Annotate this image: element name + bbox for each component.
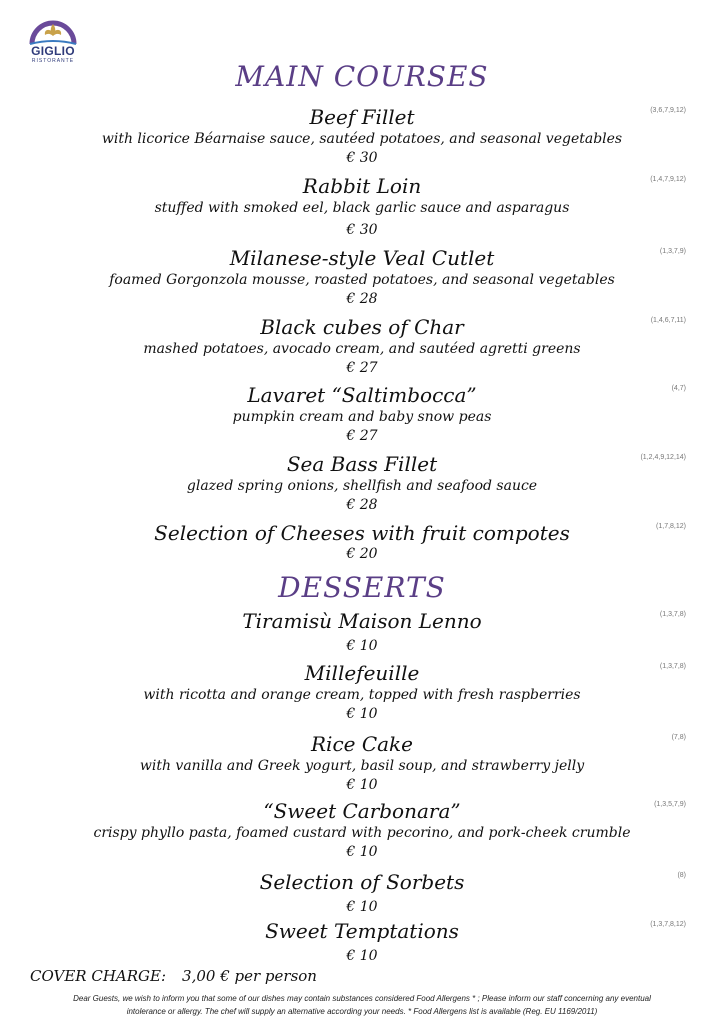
item-name: Sweet Temptations <box>265 919 459 943</box>
item-allergens: (1,7,8,12) <box>656 523 686 530</box>
menu-item-rabbit-loin <box>0 174 724 240</box>
item-description: with ricotta and orange cream, topped with fresh raspberries <box>143 687 581 703</box>
item-description: with vanilla and Greek yogurt, basil soup, and strawberry jelly <box>139 758 585 774</box>
item-name: Sea Bass Fillet <box>286 452 438 476</box>
item-price: € 10 <box>346 777 378 793</box>
menu-item-sea-bass-fillet <box>0 452 724 515</box>
item-description: crispy phyllo pasta, foamed custard with pecorino, and pork-cheek crumble <box>93 825 631 841</box>
item-allergens: (1,2,4,9,12,14) <box>640 454 686 461</box>
item-name: Black cubes of Char <box>260 315 464 339</box>
item-allergens: (1,3,7,8) <box>659 663 686 670</box>
allergen-notice-line-2: intolerance or allergy. The chef will supply an alternative according your needs. * Food Allergens list is available (Reg. EU 1169/2011) <box>126 1007 598 1016</box>
item-allergens: (1,4,6,7,11) <box>650 317 686 324</box>
desserts-title: DESSERTS <box>278 571 446 604</box>
item-price: € 27 <box>346 360 378 376</box>
item-allergens: (1,3,7,8,12) <box>650 921 686 928</box>
item-description: glazed spring onions, shellfish and seafood sauce <box>186 478 538 494</box>
item-name: Beef Fillet <box>309 105 415 129</box>
lily-arch-icon <box>26 14 80 46</box>
menu-item-veal-cutlet <box>0 246 724 309</box>
menu-item-lavaret-saltimbocca <box>0 383 724 446</box>
item-name: Selection of Cheeses with fruit compotes <box>154 521 570 545</box>
item-name: Lavaret “Saltimbocca” <box>247 383 477 407</box>
item-allergens: (8) <box>677 872 686 879</box>
item-name: Tiramisù Maison Lenno <box>242 609 482 633</box>
item-name: Milanese-style Veal Cutlet <box>229 246 495 270</box>
menu-item-black-cubes-of-char <box>0 315 724 378</box>
item-name: “Sweet Carbonara” <box>263 799 461 823</box>
item-allergens: (1,3,5,7,9) <box>654 801 686 808</box>
main-courses-title: MAIN COURSES <box>235 60 489 93</box>
allergen-notice <box>20 992 704 1018</box>
item-price: € 30 <box>346 222 378 238</box>
item-allergens: (7,8) <box>671 734 686 741</box>
item-allergens: (1,3,7,9) <box>659 248 686 255</box>
item-price: € 10 <box>346 899 378 915</box>
logo-subtitle: RISTORANTE <box>31 58 75 64</box>
item-name: Rice Cake <box>310 732 414 756</box>
menu-item-millefeuille <box>0 661 724 724</box>
item-name: Rabbit Loin <box>302 174 422 198</box>
menu-item-cheese-selection <box>0 521 724 564</box>
item-price: € 10 <box>346 948 378 964</box>
item-description: mashed potatoes, avocado cream, and sautéed agretti greens <box>143 341 581 357</box>
item-description: with licorice Béarnaise sauce, sautéed potatoes, and seasonal vegetables <box>101 131 623 147</box>
cover-charge <box>30 967 317 985</box>
item-price: € 10 <box>346 638 378 654</box>
item-price: € 30 <box>346 150 378 166</box>
item-price: € 10 <box>346 706 378 722</box>
item-allergens: (4,7) <box>671 385 686 392</box>
item-allergens: (3,6,7,9,12) <box>650 107 686 114</box>
item-price: € 27 <box>346 428 378 444</box>
item-description: foamed Gorgonzola mousse, roasted potatoes, and seasonal vegetables <box>109 272 615 288</box>
menu-item-sweet-temptations <box>0 919 724 966</box>
item-price: € 28 <box>346 497 378 513</box>
item-description: stuffed with smoked eel, black garlic sauce and asparagus <box>154 200 570 216</box>
item-name: Selection of Sorbets <box>259 870 465 894</box>
menu-item-sorbets <box>0 870 724 917</box>
cover-charge-label: COVER CHARGE: <box>30 967 167 985</box>
item-price: € 10 <box>346 844 378 860</box>
menu-item-sweet-carbonara <box>0 799 724 862</box>
menu-item-rice-cake <box>0 732 724 795</box>
menu-item-tiramisu <box>0 609 724 656</box>
item-name: Millefeuille <box>304 661 420 685</box>
item-price: € 20 <box>346 546 378 562</box>
allergen-notice-line-1: Dear Guests, we wish to inform you that some of our dishes may contain substances considered Food Allergens * ; Please inform our staff concerning any eventual <box>73 994 651 1003</box>
cover-charge-value: 3,00 € per person <box>182 967 317 985</box>
item-description: pumpkin cream and baby snow peas <box>232 409 492 425</box>
item-allergens: (1,4,7,9,12) <box>650 176 686 183</box>
logo-name: GIGLIO <box>31 44 75 58</box>
item-price: € 28 <box>346 291 378 307</box>
item-allergens: (1,3,7,8) <box>659 611 686 618</box>
menu-item-beef-fillet <box>0 105 724 168</box>
